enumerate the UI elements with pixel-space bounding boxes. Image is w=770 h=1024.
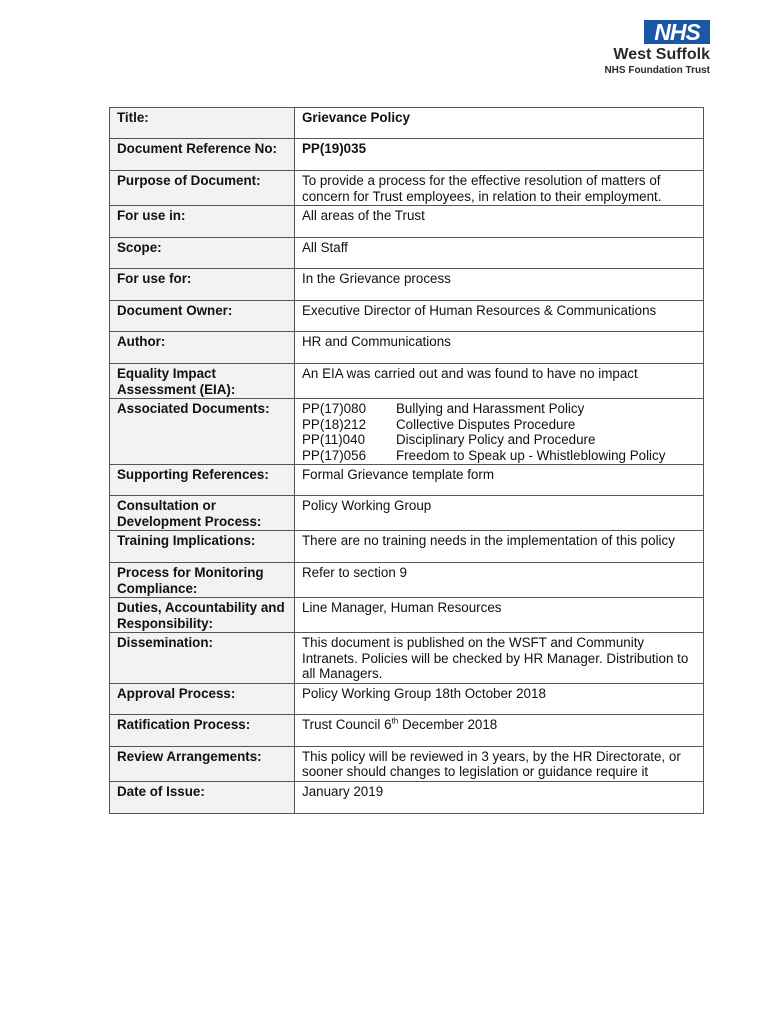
row-label: Purpose of Document: — [110, 171, 295, 206]
table-row — [110, 171, 704, 206]
doc-title: Freedom to Speak up - Whistleblowing Policy — [396, 447, 666, 463]
row-label: Author: — [110, 332, 295, 364]
row-label: Document Reference No: — [110, 139, 295, 171]
ratification-post: December 2018 — [398, 716, 498, 732]
table-row — [110, 332, 704, 364]
table-row — [110, 781, 704, 813]
table-row — [110, 364, 704, 399]
table-row — [110, 238, 704, 269]
table-row — [110, 269, 704, 301]
ratification-sup: th — [391, 716, 399, 726]
doc-title: Disciplinary Policy and Procedure — [396, 432, 596, 447]
list-item — [302, 417, 696, 433]
row-value: Grievance Policy — [295, 108, 704, 139]
table-row — [110, 108, 704, 139]
row-value: Policy Working Group — [295, 496, 704, 531]
table-row — [110, 496, 704, 531]
nhs-badge: NHS — [644, 20, 710, 44]
table-row — [110, 633, 704, 684]
table-row — [110, 683, 704, 714]
row-label: Approval Process: — [110, 683, 295, 714]
row-value: To provide a process for the effective resolution of matters of concern for Trust employees, in relation to their employment. — [295, 171, 704, 206]
doc-code: PP(17)080 — [302, 401, 367, 416]
doc-code: PP(17)056 — [302, 447, 367, 463]
list-item — [302, 448, 696, 464]
row-label: For use for: — [110, 269, 295, 301]
table-row — [110, 139, 704, 171]
row-label: Title: — [110, 108, 295, 139]
table-row — [110, 399, 704, 465]
doc-title: Collective Disputes Procedure — [396, 416, 576, 432]
row-label: Document Owner: — [110, 301, 295, 332]
row-label: Equality Impact Assessment (EIA): — [110, 364, 295, 399]
table-row — [110, 598, 704, 633]
row-label: Duties, Accountability and Responsibility: — [110, 598, 295, 633]
trust-subtitle: NHS Foundation Trust — [604, 65, 710, 76]
ratification-pre: Trust Council 6 — [302, 716, 392, 732]
row-label: Dissemination: — [110, 633, 295, 684]
table-row — [110, 206, 704, 238]
table-row — [110, 563, 704, 598]
row-label: Training Implications: — [110, 531, 295, 563]
row-value: Policy Working Group 18th October 2018 — [295, 683, 704, 714]
nhs-logo — [560, 18, 710, 74]
row-value: Formal Grievance template form — [295, 465, 704, 496]
row-value: January 2019 — [295, 781, 704, 813]
table-row — [110, 746, 704, 781]
row-label: Supporting References: — [110, 465, 295, 496]
row-value: HR and Communications — [295, 332, 704, 364]
table-row — [110, 301, 704, 332]
row-label: For use in: — [110, 206, 295, 238]
table-row — [110, 465, 704, 496]
row-value: PP(19)035 — [295, 139, 704, 171]
row-value: All areas of the Trust — [295, 206, 704, 238]
row-value: An EIA was carried out and was found to have no impact — [295, 364, 704, 399]
row-value: Refer to section 9 — [295, 563, 704, 598]
row-label: Ratification Process: — [110, 714, 295, 746]
row-value: This document is published on the WSFT and Community Intranets. Policies will be checked by HR Manager. Distribution to all Managers. — [295, 633, 704, 684]
row-label: Process for Monitoring Compliance: — [110, 563, 295, 598]
trust-name: West Suffolk — [613, 46, 710, 63]
row-label: Associated Documents: — [110, 399, 295, 465]
row-value — [295, 714, 704, 746]
table-row — [110, 531, 704, 563]
row-value: Executive Director of Human Resources & Communications — [295, 301, 704, 332]
row-label: Review Arrangements: — [110, 746, 295, 781]
doc-title: Bullying and Harassment Policy — [396, 401, 585, 416]
row-value: There are no training needs in the implementation of this policy — [295, 531, 704, 563]
row-label: Consultation or Development Process: — [110, 496, 295, 531]
associated-documents-list — [295, 399, 704, 465]
row-label: Date of Issue: — [110, 781, 295, 813]
doc-code: PP(18)212 — [302, 416, 367, 432]
row-value: This policy will be reviewed in 3 years, by the HR Directorate, or sooner should changes to legislation or guidance require it — [295, 746, 704, 781]
table-row — [110, 714, 704, 746]
row-label: Scope: — [110, 238, 295, 269]
row-value: Line Manager, Human Resources — [295, 598, 704, 633]
document-control-table — [109, 107, 704, 814]
row-value: In the Grievance process — [295, 269, 704, 301]
doc-code: PP(11)040 — [302, 432, 366, 447]
list-item — [302, 401, 696, 417]
list-item — [302, 432, 696, 448]
row-value: All Staff — [295, 238, 704, 269]
